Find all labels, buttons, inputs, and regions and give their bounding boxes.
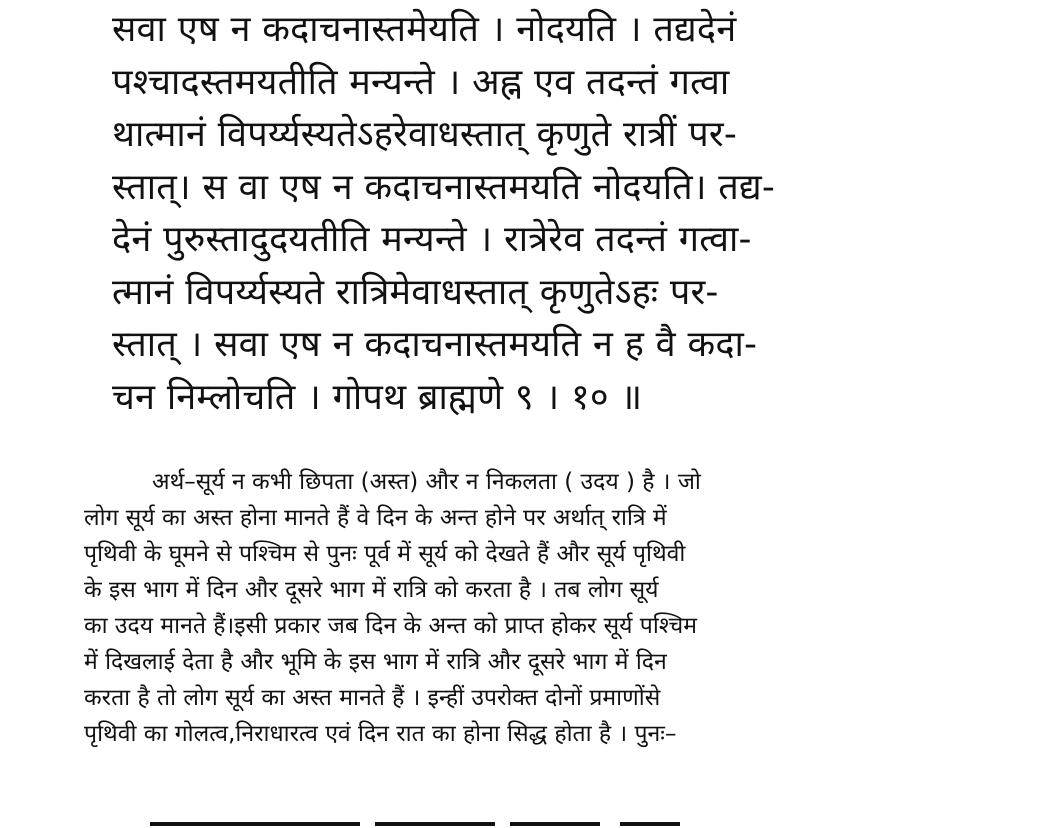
explanation-line: के इस भाग में दिन और दूसरे भाग में रात्रि को करता है । तब लोग सूर्य xyxy=(84,577,659,603)
explanation-line: में दिखलाई देता है और भूमि के इस भाग में रात्रि और दूसरे भाग में दिन xyxy=(84,649,667,675)
hindi-explanation xyxy=(84,464,1034,752)
verse-line: पश्चादस्तमयतीति मन्यन्ते । अह्न एव तदन्तं गत्वा xyxy=(112,61,730,103)
explanation-line: पृथिवी के घूमने से पश्चिम से पुनः पूर्व में सूर्य को देखते हैं और सूर्य पृथिवी xyxy=(84,541,686,567)
explanation-line: पृथिवी का गोलत्व,निराधारत्व एवं दिन रात का होना सिद्ध होता है । पुनः– xyxy=(84,721,677,747)
explanation-line: लोग सूर्य का अस्त होना मानते हैं वे दिन के अन्त होने पर अर्थात् रात्रि में xyxy=(84,505,667,531)
verse-line: स्तात्। स वा एष न कदाचनास्तमयति नोदयति। तद्य- xyxy=(112,166,776,208)
explanation-line: करता है तो लोग सूर्य का अस्त मानते हैं । इन्हीं उपरोक्त दोनों प्रमाणोंसे xyxy=(84,685,661,711)
verse-line: स्तात् । सवा एष न कदाचनास्तमयति न ह वै कदा- xyxy=(112,324,758,365)
verse-line: थात्मानं विपर्य्यस्यतेऽहरेवाधस्तात् कृणुते रात्रीं पर- xyxy=(112,114,738,155)
explanation-line: का उदय मानते हैं।इसी प्रकार जब दिन के अन्त को प्राप्त होकर सूर्य पश्चिम xyxy=(84,613,697,639)
verse-line: देनं पुरुस्तादुदयतीति मन्यन्ते । रात्रेरेव तदन्तं गत्वा- xyxy=(112,219,752,260)
verse-line: त्मानं विपर्य्यस्यते रात्रिमेवाधस्तात् कृणुतेऽहः पर- xyxy=(112,271,719,313)
cut-off-next-line xyxy=(150,818,710,828)
explanation-line: अर्थ–सूर्य न कभी छिपता (अस्त) और न निकलता ( उदय ) है । जो xyxy=(152,469,701,495)
verse-line: सवा एष न कदाचनास्तमेयति । नोदयति । तद्यदेनं xyxy=(112,9,737,50)
verse-line-citation: चन निम्लोचति । गोपथ ब्राह्मणे ९ । १० ॥ xyxy=(112,376,643,418)
sanskrit-verse xyxy=(112,4,1027,424)
